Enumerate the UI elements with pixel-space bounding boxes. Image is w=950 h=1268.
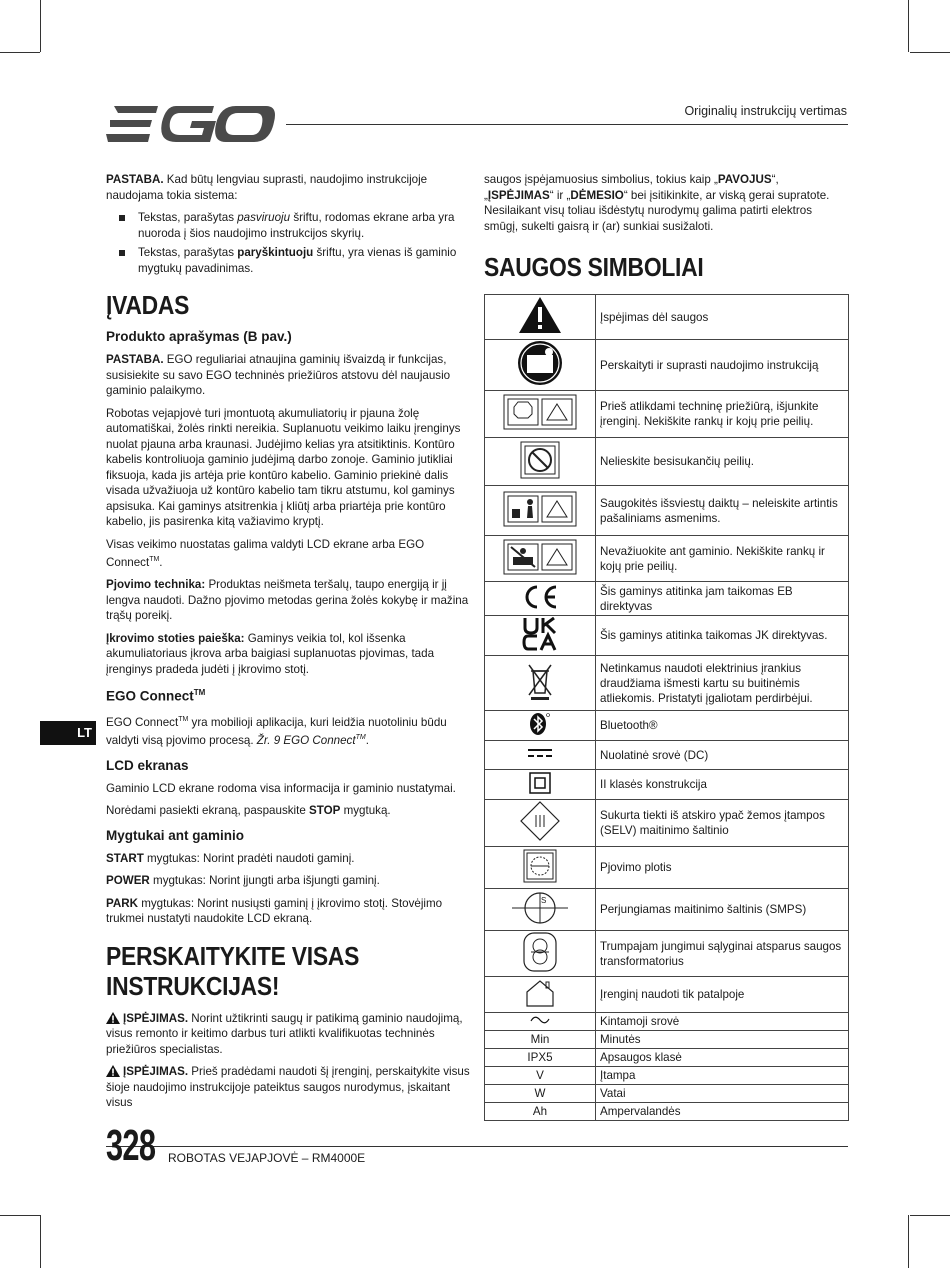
- table-row: [485, 889, 849, 931]
- table-row: [485, 1013, 849, 1031]
- symbol-description: Trumpajam jungimui sąlyginai atsparus saugos transformatorius: [596, 931, 849, 977]
- symbol-description: Perjungiamas maitinimo šaltinis (SMPS): [596, 889, 849, 931]
- symbol-description: Kintamoji srovė: [596, 1013, 849, 1031]
- table-row: [485, 1031, 849, 1049]
- table-row: [485, 931, 849, 977]
- table-row: [485, 391, 849, 438]
- table-row: [485, 295, 849, 340]
- header-rule: [286, 124, 848, 125]
- crop-mark: [908, 0, 909, 52]
- table-row: [485, 486, 849, 536]
- table-row: [485, 582, 849, 616]
- heading-connect: EGO Connect™: [106, 688, 206, 704]
- symbol-description: II klasės konstrukcija: [596, 770, 849, 800]
- smps-icon: [510, 890, 570, 926]
- table-row: [485, 1103, 849, 1121]
- ce-mark-icon: [520, 584, 560, 610]
- heading-symbols: SAUGOS SIMBOLIAI: [484, 252, 704, 282]
- symbol-description: Ampervalandės: [596, 1103, 849, 1121]
- transformer-icon: [523, 932, 557, 972]
- crop-mark: [908, 1215, 909, 1268]
- symbol-description: Vatai: [596, 1085, 849, 1103]
- symbol-description: Minutės: [596, 1031, 849, 1049]
- language-tab: LT: [40, 721, 96, 745]
- table-row: [485, 438, 849, 486]
- symbol-description: Nevažiuokite ant gaminio. Nekiškite rankų ir kojų prie peilių.: [596, 536, 849, 582]
- right-column: [484, 172, 848, 290]
- table-row: [485, 340, 849, 391]
- symbol-description: Sukurta tiekti iš atskiro ypač žemos įtampos (SELV) maitinimo šaltinio: [596, 800, 849, 847]
- symbol-label: Ah: [485, 1103, 596, 1121]
- symbol-description: Bluetooth®: [596, 711, 849, 741]
- ego-logo: [106, 104, 276, 144]
- note-paragraph: PASTABA. Kad būtų lengviau suprasti, naudojimo instrukcijoje naudojama tokia sistema:: [106, 173, 428, 202]
- page-number: 328: [106, 1121, 156, 1170]
- symbol-description: Pjovimo plotis: [596, 847, 849, 889]
- table-row: [485, 536, 849, 582]
- bluetooth-icon: [529, 712, 551, 736]
- warning-triangle-icon: [106, 1065, 120, 1077]
- read-manual-icon: [517, 340, 563, 386]
- symbol-description: Įspėjimas dėl saugos: [596, 295, 849, 340]
- list-item: Tekstas, parašytas pasviruoju šriftu, rodomas ekrane arba yra nuoroda į šios naudojimo instrukcijos skyrių.: [106, 210, 472, 241]
- symbol-description: Šis gaminys atitinka taikomas JK direktyvas.: [596, 616, 849, 656]
- footer-title: ROBOTAS VEJAPJOVĖ – RM4000E: [168, 1151, 366, 1165]
- no-touch-blade-icon: [520, 441, 560, 479]
- stop-maintenance-icon: [503, 394, 577, 430]
- symbol-description: Saugokitės išsviestų daiktų – neleiskite artintis pašaliniams asmenims.: [596, 486, 849, 536]
- crop-mark: [910, 1215, 950, 1216]
- header-title: Originalių instrukcijų vertimas: [684, 104, 847, 118]
- symbol-label: Min: [485, 1031, 596, 1049]
- technique-paragraph: Pjovimo technika: Produktas neišmeta teršalų, taupo energiją ir jį lengva naudoti. Dažno pjovimo metodas gerina žolės kokybę ir mažina trąšų poreikį.: [106, 578, 469, 623]
- ac-current-icon: [530, 1015, 550, 1025]
- convention-list: [106, 210, 472, 276]
- svg-text:S: S: [541, 895, 547, 905]
- power-paragraph: POWER mygtukas: Norint įjungti arba išjungti gaminį.: [106, 874, 380, 888]
- crop-mark: [40, 0, 41, 52]
- lcd-paragraph: Norėdami pasiekti ekraną, paspauskite STOP mygtuką.: [106, 804, 391, 818]
- table-row: [485, 616, 849, 656]
- table-row: [485, 1049, 849, 1067]
- symbols-table: [484, 294, 849, 1121]
- docking-paragraph: Įkrovimo stoties paieška: Gaminys veikia tol, kol išsenka akumuliatoriaus įkrova arba baigiasi suplanuotas pjovimas, tada įrenginys pradeda judėti į įkrovimo stotį.: [106, 631, 435, 676]
- symbol-description: Įtampa: [596, 1067, 849, 1085]
- lcd-paragraph: Gaminio LCD ekrane rodoma visa informacija ir gaminio nustatymai.: [106, 781, 456, 795]
- symbol-label: IPX5: [485, 1049, 596, 1067]
- table-row: [485, 977, 849, 1013]
- indoor-use-icon: [524, 979, 556, 1007]
- note-paragraph: PASTABA. EGO reguliariai atnaujina gaminių išvaizdą ir funkcijas, susisiekite su savo EGO techninės priežiūros atstovu dėl naujausio gaminio palaikymo.: [106, 353, 451, 397]
- table-row: [485, 1085, 849, 1103]
- table-row: [485, 1067, 849, 1085]
- heading-product: Produkto aprašymas (B pav.): [106, 329, 292, 344]
- continuation-paragraph: saugos įspėjamuosius simbolius, tokius kaip „PAVOJUS“, „ĮSPĖJIMAS“ ir „DĖMESIO“ bei įsitikinkite, ar viską gerai supratote. Nesilaikant visų toliau išdėstytų nurodymų galima patirti elektros smūgį, sukelti gaisrą ir (ar) sunkiai susižaloti.: [484, 173, 830, 233]
- symbol-label: W: [485, 1085, 596, 1103]
- heading-lcd: LCD ekranas: [106, 757, 189, 773]
- warning-triangle-icon: [518, 296, 562, 334]
- warning-paragraph: ĮSPĖJIMAS. Prieš pradėdami naudoti šį įrenginį, perskaitykite visus šioje naudojimo instrukcijoje pateiktus saugos nurodymus, įskaitant visus: [106, 1065, 470, 1110]
- heading-read-instructions: PERSKAITYKITE VISAS INSTRUKCIJAS!: [106, 940, 360, 1001]
- robot-paragraph: Robotas vejapjovė turi įmontuotą akumuliatorių ir pjauna žolę automatiškai, žolės rinkti nereikia. Suplanuotu veikimo laiku įrenginys nuolat pjauna arba kraunasi. Judėjimo kelias yra atsitiktinis. Kontūro kabelis kontroliuoja gaminio judėjimą darbo zonoje. Gaminio jutikliai fiksuoja, kada jis artėja prie kontūro kabelio. Gaminio priekinė dalis visada užvažiuoja už kontūro kabelio tam tikru atstumu, kol gaminys apsisuka. Kai gaminys atsitrenkia į kliūtį arba priartėja prie kontūro kabelio, jis pasirenka kitą važiavimo kryptį.: [106, 406, 461, 528]
- symbol-description: Įrenginį naudoti tik patalpoje: [596, 977, 849, 1013]
- left-column: [106, 172, 472, 1118]
- settings-paragraph: Visas veikimo nuostatas galima valdyti LCD ekrane arba EGO Connect™.: [106, 537, 425, 569]
- symbol-label: V: [485, 1067, 596, 1085]
- start-paragraph: START mygtukas: Norint pradėti naudoti gaminį.: [106, 851, 355, 865]
- table-row: [485, 770, 849, 800]
- table-row: [485, 711, 849, 741]
- symbol-description: Nuolatinė srovė (DC): [596, 741, 849, 770]
- table-row: [485, 800, 849, 847]
- heading-intro: ĮVADAS: [106, 290, 190, 320]
- crop-mark: [0, 1215, 40, 1216]
- crop-mark: [0, 52, 40, 53]
- symbol-description: Apsaugos klasė: [596, 1049, 849, 1067]
- symbol-description: Nelieskite besisukančių peilių.: [596, 438, 849, 486]
- crop-mark: [910, 52, 950, 53]
- symbol-description: Prieš atlikdami techninę priežiūrą, išjunkite įrenginį. Nekiškite rankų ir kojų prie peilių.: [596, 391, 849, 438]
- symbol-description: Perskaityti ir suprasti naudojimo instrukciją: [596, 340, 849, 391]
- table-row: [485, 847, 849, 889]
- symbol-description: Netinkamus naudoti elektrinius įrankius draudžiama išmesti kartu su buitinėmis atliekomis. Pristatyti įgaliotam perdirbėjui.: [596, 656, 849, 711]
- list-item: Tekstas, parašytas paryškintuoju šriftu, yra vienas iš gaminio mygtukų pavadinimas.: [106, 245, 472, 276]
- dc-current-icon: [527, 746, 553, 760]
- table-row: [485, 741, 849, 770]
- ukca-mark-icon: [522, 617, 558, 651]
- warning-paragraph: ĮSPĖJIMAS. Norint užtikrinti saugų ir patikimą gaminio naudojimą, visus remonto ir keitimo darbus turi atlikti kvalifikuotas techninės priežiūros specialistas.: [106, 1011, 463, 1056]
- symbol-description: Šis gaminys atitinka jam taikomas EB direktyvas: [596, 582, 849, 616]
- heading-buttons: Mygtukai ant gaminio: [106, 827, 245, 843]
- park-paragraph: PARK mygtukas: Norint nusiųsti gaminį į įkrovimo stotį. Stovėjimo trukmei nustatyti naudokite LCD ekraną.: [106, 896, 443, 926]
- thrown-objects-icon: [503, 491, 577, 527]
- connect-paragraph: EGO Connect™ yra mobilioji aplikacija, kuri leidžia nuotoliniu būdu valdyti visą pjovimo procesą. Žr. 9 EGO Connect™.: [106, 715, 447, 748]
- no-riding-icon: [503, 539, 577, 575]
- selv-icon: [520, 801, 560, 841]
- weee-bin-icon: [525, 661, 555, 701]
- class-ii-icon: [529, 772, 551, 794]
- crop-mark: [40, 1215, 41, 1268]
- cutting-width-icon: [523, 849, 557, 883]
- table-row: [485, 656, 849, 711]
- warning-triangle-icon: [106, 1012, 120, 1024]
- footer-rule: [106, 1146, 848, 1147]
